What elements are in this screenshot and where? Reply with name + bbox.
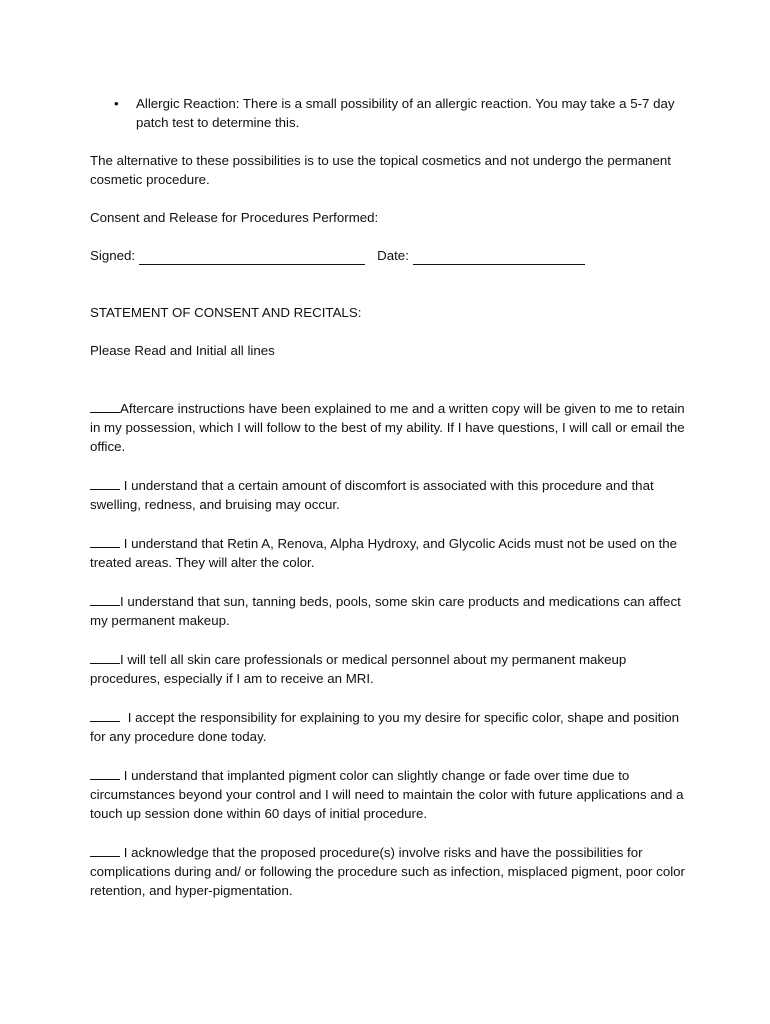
instruction-text: Please Read and Initial all lines	[90, 343, 275, 358]
signed-label: Signed:	[90, 248, 136, 263]
initial-item-text: I acknowledge that the proposed procedure(s) involve risks and have the possibilities for complications during and/ or following the procedure such as infection, misplaced pigment, poor color retention, and hyper-pigmentation.	[90, 845, 685, 898]
initial-item	[90, 765, 685, 823]
initial-blank[interactable]	[90, 649, 120, 664]
initial-item-text: I understand that Retin A, Renova, Alpha Hydroxy, and Glycolic Acids must not be used on the treated areas. They will alter the color.	[90, 536, 678, 570]
initial-item	[90, 398, 685, 456]
initial-item-text: Aftercare instructions have been explained to me and a written copy will be given to me to retain in my possession, which I will follow to the best of my ability. If I have questions, I will call or email the office.	[90, 401, 685, 454]
initial-item-text: I understand that implanted pigment color can slightly change or fade over time due to circumstances beyond your control and I will need to maintain the color with future applications and a touch up session done within 60 days of initial procedure.	[90, 768, 684, 821]
consent-release-heading: Consent and Release for Procedures Performed:	[90, 210, 379, 225]
initial-item	[90, 649, 685, 688]
initial-item	[90, 707, 685, 746]
initial-item	[90, 842, 685, 900]
initial-blank[interactable]	[90, 842, 120, 857]
initial-blank[interactable]	[90, 707, 120, 722]
signature-line[interactable]	[139, 249, 365, 265]
initial-item-text: I understand that a certain amount of discomfort is associated with this procedure and that swelling, redness, and bruising may occur.	[90, 478, 654, 512]
initial-blank[interactable]	[90, 533, 120, 548]
initial-item-text: I accept the responsibility for explaining to you my desire for specific color, shape and position for any procedure done today.	[90, 710, 680, 744]
initial-item	[90, 475, 685, 514]
document-body	[90, 94, 685, 919]
bullet-dot: •	[114, 96, 119, 111]
initial-item-text: I will tell all skin care professionals or medical personnel about my permanent makeup procedures, especially if I am to receive an MRI.	[90, 652, 627, 686]
alternative-paragraph: The alternative to these possibilities is to use the topical cosmetics and not undergo the permanent cosmetic procedure.	[90, 153, 671, 187]
statement-heading: STATEMENT OF CONSENT AND RECITALS:	[90, 305, 362, 320]
initial-blank[interactable]	[90, 398, 120, 413]
signature-row	[90, 246, 685, 265]
date-label: Date:	[377, 248, 409, 263]
initial-item	[90, 591, 685, 630]
initial-blank[interactable]	[90, 475, 120, 490]
bullet-item-allergic-reaction	[90, 94, 685, 132]
initial-blank[interactable]	[90, 765, 120, 780]
date-line[interactable]	[413, 249, 585, 265]
initial-items-list	[90, 398, 685, 900]
initial-item-text: I understand that sun, tanning beds, pools, some skin care products and medications can affect my permanent makeup.	[90, 594, 681, 628]
initial-item	[90, 533, 685, 572]
bullet-text: Allergic Reaction: There is a small possibility of an allergic reaction. You may take a 5-7 day patch test to determine this.	[136, 96, 675, 130]
initial-blank[interactable]	[90, 591, 120, 606]
